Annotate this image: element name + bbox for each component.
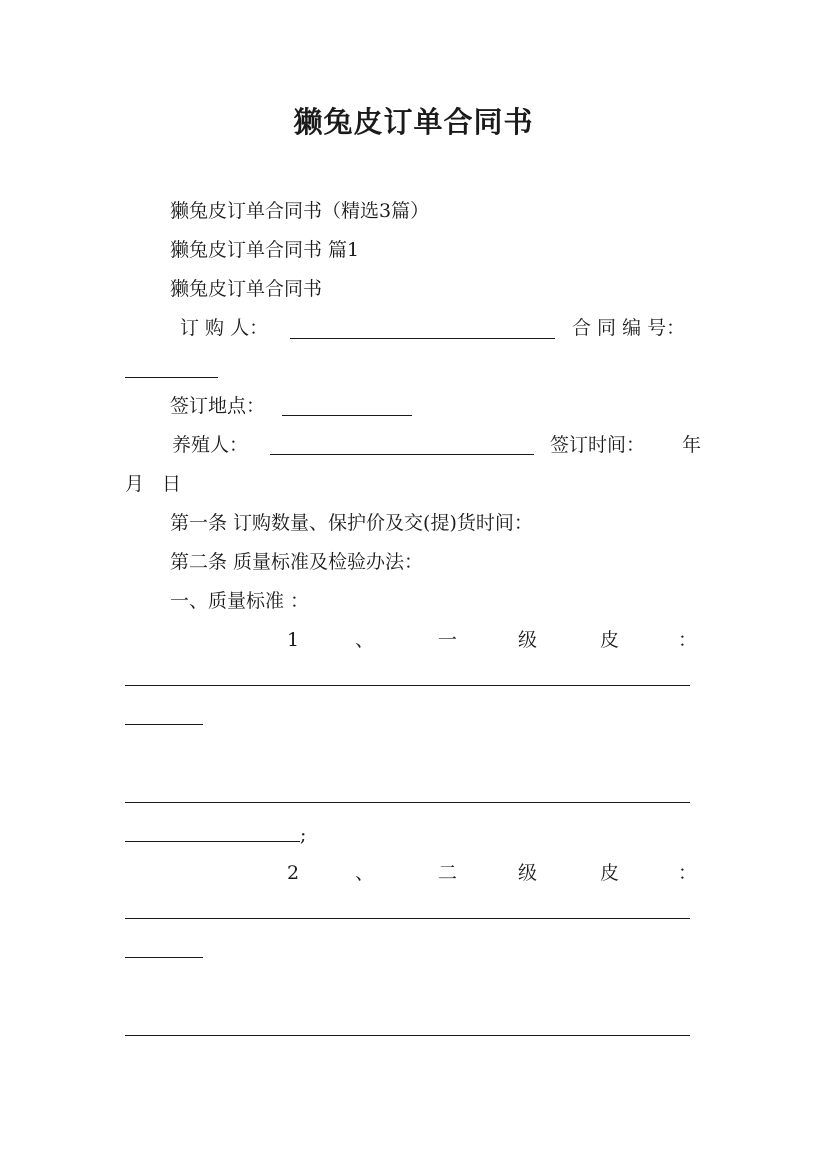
grade-2-blank-b xyxy=(125,957,203,958)
grade-1-char-2: 级 xyxy=(518,629,538,651)
grade-1-number: 1 xyxy=(287,629,300,651)
year-label: 年 xyxy=(682,434,702,456)
grade-1-blank-c xyxy=(125,802,690,803)
grade-1-colon: ： xyxy=(678,629,698,651)
grade-2-number: 2 xyxy=(287,862,300,884)
grade-2-blank-c xyxy=(125,1035,690,1036)
grade-2-colon: ： xyxy=(678,862,698,884)
part-heading: 獭兔皮订单合同书 篇1 xyxy=(170,239,360,261)
grade-2-char-3: 皮 xyxy=(600,862,620,884)
grade-1-semicolon: ; xyxy=(300,824,307,846)
grade-2-line xyxy=(125,860,698,886)
grade-1-blank-d xyxy=(125,841,300,842)
sign-time-label: 签订时间： xyxy=(550,434,646,456)
grade-2-char-1: 二 xyxy=(438,862,458,884)
grade-1-separator: 、 xyxy=(355,629,375,651)
grade-1-blank-b xyxy=(125,724,203,725)
article-2: 第二条 质量标准及检验办法： xyxy=(170,551,424,573)
sign-place-label: 签订地点： xyxy=(170,395,266,417)
quality-heading: 一、质量标准 ： xyxy=(170,590,310,612)
document-title: 獭兔皮订单合同书 xyxy=(293,105,534,139)
breeder-label: 养殖人： xyxy=(172,434,249,456)
sub-title: 獭兔皮订单合同书 xyxy=(170,278,323,300)
breeder-blank xyxy=(270,454,534,455)
day-label: 日 xyxy=(162,473,182,495)
grade-1-line xyxy=(125,627,698,653)
grade-1-char-3: 皮 xyxy=(600,629,620,651)
grade-2-blank-a xyxy=(125,918,690,919)
grade-2-separator: 、 xyxy=(355,862,375,884)
grade-1-char-1: 一 xyxy=(438,629,458,651)
grade-1-blank-a xyxy=(125,685,690,686)
contract-no-blank xyxy=(125,377,218,378)
buyer-blank xyxy=(290,338,555,339)
sign-place-blank xyxy=(282,415,412,416)
buyer-label: 订 购 人： xyxy=(180,317,269,339)
grade-2-char-2: 级 xyxy=(518,862,538,884)
month-label: 月 xyxy=(125,473,145,495)
article-1: 第一条 订购数量、保护价及交(提)货时间： xyxy=(170,512,533,534)
contract-no-label: 合 同 编 号： xyxy=(572,317,686,339)
intro-line: 獭兔皮订单合同书（精选3篇） xyxy=(170,200,430,222)
